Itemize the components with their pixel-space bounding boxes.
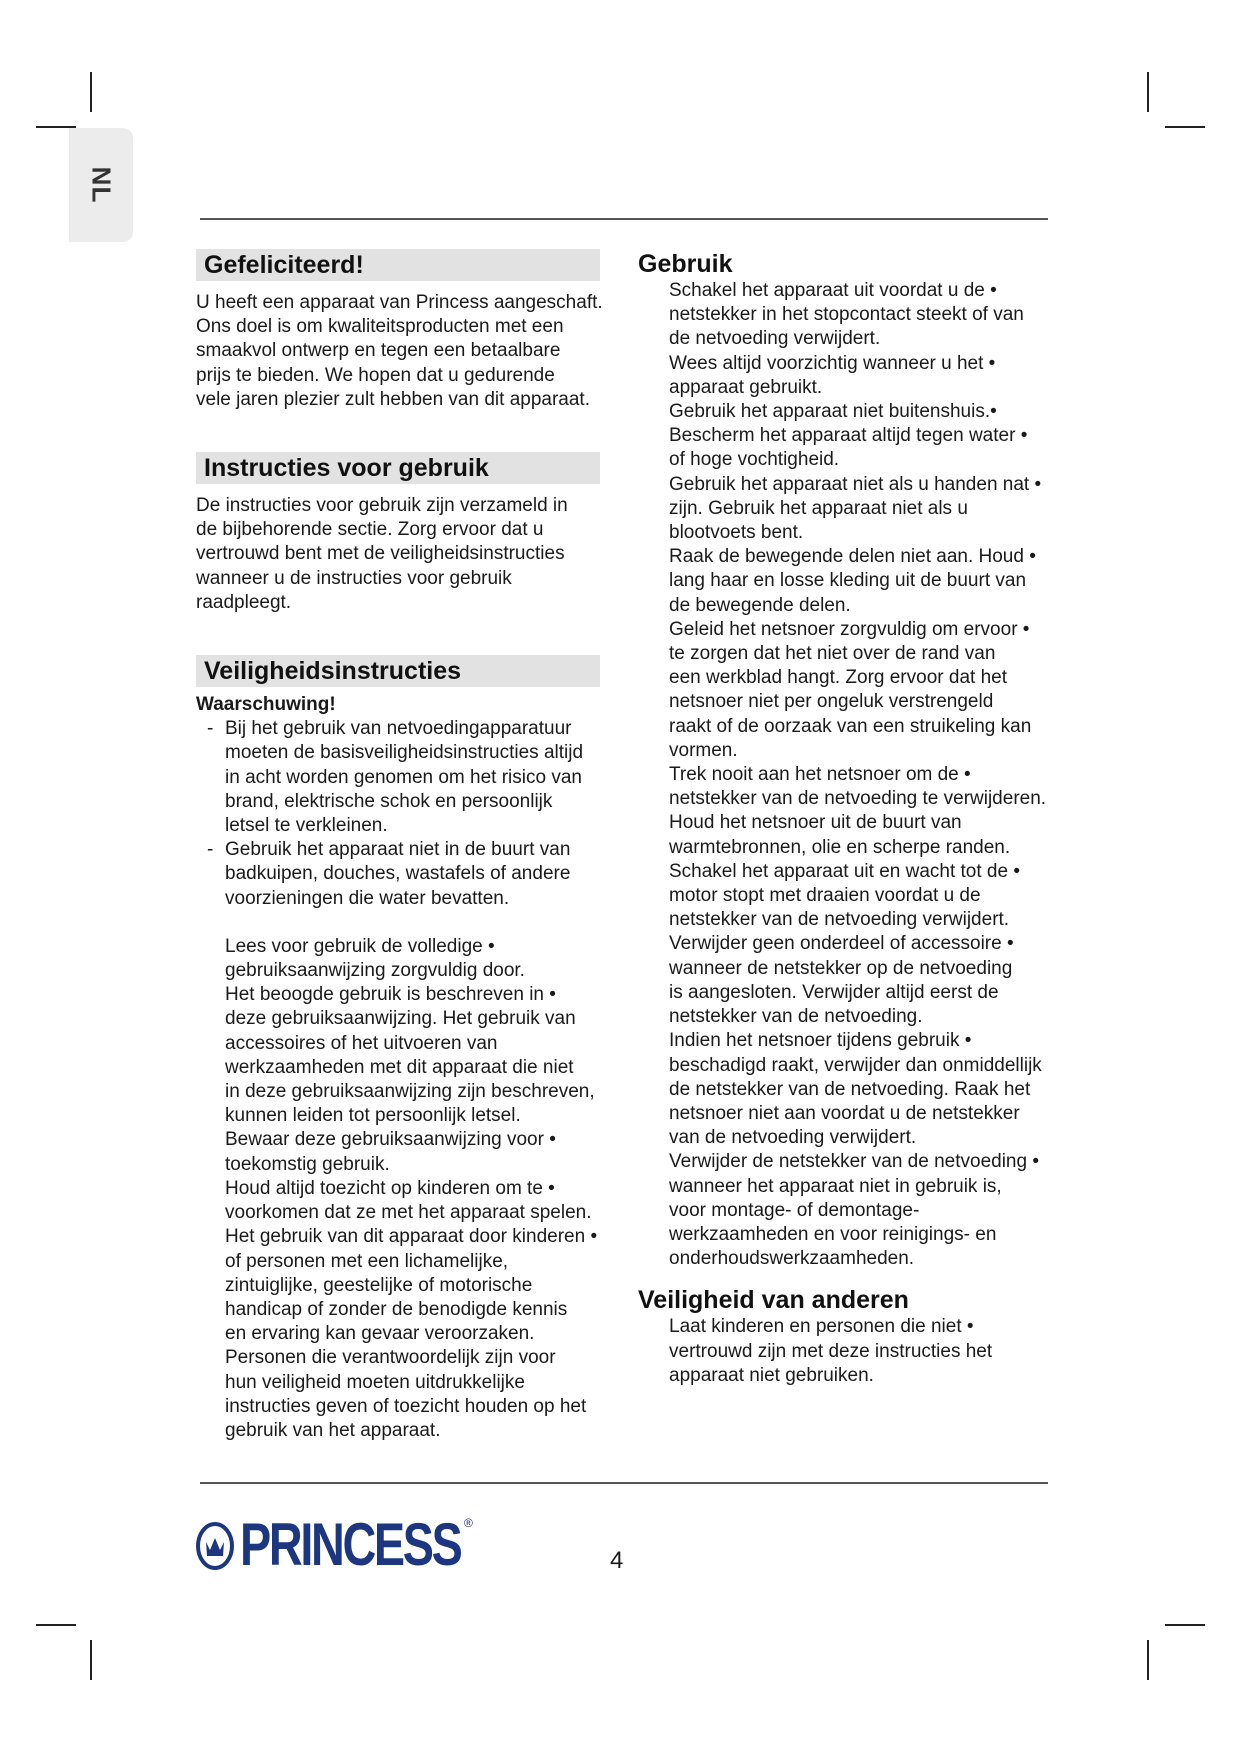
text-line: kunnen leiden tot persoonlijk letsel. bbox=[225, 1105, 521, 1127]
language-tab bbox=[69, 128, 133, 242]
text-line: vertrouwd bent met de veiligheidsinstructies bbox=[196, 543, 565, 565]
text-line: badkuipen, douches, wastafels of andere bbox=[225, 863, 571, 885]
text-line: Wees altijd voorzichtig wanneer u het • bbox=[669, 352, 996, 374]
instructions-text bbox=[196, 494, 636, 615]
text-line: accessoires of het uitvoeren van bbox=[225, 1032, 498, 1054]
text-line: warmtebronnen, olie en scherpe randen. bbox=[669, 836, 1011, 858]
text-line: blootvoets bent. bbox=[669, 522, 804, 544]
text-line: netstekker van de netvoeding. bbox=[669, 1006, 923, 1028]
text-line: wanneer het apparaat niet in gebruik is, bbox=[669, 1175, 1002, 1197]
text-line: letsel te verkleinen. bbox=[225, 815, 388, 837]
text-line: Laat kinderen en personen die niet • bbox=[669, 1316, 974, 1338]
text-line: wanneer de netstekker op de netvoeding bbox=[669, 957, 1013, 979]
others-text bbox=[638, 1315, 1080, 1388]
brand-name: PRINCESS bbox=[240, 1511, 461, 1578]
text-line: netstekker in het stopcontact steekt of van bbox=[669, 304, 1024, 326]
text-line: Gebruik het apparaat niet als u handen nat • bbox=[669, 473, 1042, 495]
congrats-text bbox=[196, 291, 636, 412]
crop-mark bbox=[1165, 1624, 1205, 1626]
crown-emblem-icon bbox=[196, 1522, 234, 1570]
instructions-heading: Instructies voor gebruik bbox=[196, 452, 600, 484]
text-line: raakt of de oorzaak van een struikeling kan bbox=[669, 715, 1032, 737]
text-line: vormen. bbox=[669, 739, 738, 761]
text-line: de netvoeding verwijdert. bbox=[669, 328, 881, 350]
congrats-heading: Gefeliciteerd! bbox=[196, 249, 600, 281]
congrats-section bbox=[196, 249, 636, 412]
bottom-rule bbox=[200, 1482, 1048, 1484]
text-line: Het beoogde gebruik is beschreven in • bbox=[225, 984, 556, 1006]
text-line: Verwijder de netstekker van de netvoeding • bbox=[669, 1151, 1039, 1173]
text-line: Indien het netsnoer tijdens gebruik • bbox=[669, 1030, 972, 1052]
warning-item: - Bij het gebruik van netvoedingapparatuur bbox=[207, 718, 572, 740]
text-line: is aangesloten. Verwijder altijd eerst de bbox=[669, 981, 999, 1003]
right-column bbox=[638, 249, 1080, 1388]
text-line: Houd het netsnoer uit de buurt van bbox=[669, 812, 962, 834]
text-line: wanneer u de instructies voor gebruik bbox=[196, 567, 512, 589]
text-line: voorzieningen die water bevatten. bbox=[225, 887, 510, 909]
text-line: Het gebruik van dit apparaat door kinderen • bbox=[225, 1226, 598, 1248]
text-line: te zorgen dat het niet over de rand van bbox=[669, 643, 996, 665]
text-line: Schakel het apparaat uit en wacht tot de • bbox=[669, 860, 1020, 882]
text-line: lang haar en losse kleding uit de buurt van bbox=[669, 570, 1027, 592]
registered-mark: ® bbox=[464, 1516, 473, 1530]
text-line: apparaat gebruikt. bbox=[669, 376, 823, 398]
text-line: toekomstig gebruik. bbox=[225, 1153, 390, 1175]
text-line: de bewegende delen. bbox=[669, 594, 851, 616]
use-text bbox=[638, 279, 1080, 1271]
text-line: in acht worden genomen om het risico van bbox=[225, 766, 582, 788]
text-line: deze gebruiksaanwijzing. Het gebruik van bbox=[225, 1008, 576, 1030]
crop-mark bbox=[90, 1640, 92, 1680]
text-line: prijs te bieden. We hopen dat u gedurende bbox=[196, 364, 555, 386]
text-line: Geleid het netsnoer zorgvuldig om ervoor • bbox=[669, 618, 1030, 640]
text-line: Trek nooit aan het netsnoer om de • bbox=[669, 764, 971, 786]
warning-list bbox=[196, 717, 636, 911]
others-section bbox=[638, 1285, 1080, 1388]
text-line: Houd altijd toezicht op kinderen om te • bbox=[225, 1177, 555, 1199]
text-line: voorkomen dat ze met het apparaat spelen. bbox=[225, 1202, 592, 1224]
text-line: beschadigd raakt, verwijder dan onmiddellijk bbox=[669, 1054, 1042, 1076]
text-line: een werkblad hangt. Zorg ervoor dat het bbox=[669, 667, 1007, 689]
text-line: netstekker van de netvoeding te verwijderen. bbox=[669, 788, 1047, 810]
text-line: de netstekker van de netvoeding. Raak het bbox=[669, 1078, 1031, 1100]
text-line: netsnoer niet per ongeluk verstrengeld bbox=[669, 691, 994, 713]
crop-mark bbox=[90, 72, 92, 112]
page-number: 4 bbox=[610, 1547, 624, 1574]
language-tab-label: NL bbox=[86, 166, 117, 204]
text-line: gebruik van het apparaat. bbox=[225, 1419, 441, 1441]
crop-mark bbox=[36, 1624, 76, 1626]
text-line: instructies geven of toezicht houden op het bbox=[225, 1395, 587, 1417]
crop-mark bbox=[1147, 72, 1149, 112]
text-line: De instructies voor gebruik zijn verzameld in bbox=[196, 495, 568, 517]
text-line: raadpleegt. bbox=[196, 591, 292, 613]
text-line: werkzaamheden met dit apparaat die niet bbox=[225, 1056, 574, 1078]
text-line: onderhoudswerkzaamheden. bbox=[669, 1248, 915, 1270]
top-rule bbox=[200, 218, 1048, 220]
warning-label: Waarschuwing! bbox=[196, 694, 336, 716]
others-heading: Veiligheid van anderen bbox=[638, 1286, 909, 1315]
text-line: smaakvol ontwerp en tegen een betaalbare bbox=[196, 340, 561, 362]
text-line: Gebruik het apparaat niet buitenshuis.• bbox=[669, 401, 997, 423]
text-line: of hoge vochtigheid. bbox=[669, 449, 840, 471]
text-line: de bijbehorende sectie. Zorg ervoor dat u bbox=[196, 519, 544, 541]
text-line: netstekker van de netvoeding verwijdert. bbox=[669, 909, 1010, 931]
text-line: Raak de bewegende delen niet aan. Houd • bbox=[669, 546, 1036, 568]
crop-mark bbox=[1147, 1640, 1149, 1680]
safety-section bbox=[196, 655, 636, 1443]
text-line: motor stopt met draaien voordat u de bbox=[669, 885, 981, 907]
instructions-section bbox=[196, 452, 636, 615]
use-heading: Gebruik bbox=[638, 250, 733, 278]
text-line: Bewaar deze gebruiksaanwijzing voor • bbox=[225, 1129, 556, 1151]
text-line: netsnoer niet aan voordat u de netstekker bbox=[669, 1102, 1020, 1124]
text-line: Schakel het apparaat uit voordat u de • bbox=[669, 280, 997, 301]
safety-text bbox=[196, 935, 636, 1443]
text-line: vertrouwd zijn met deze instructies het bbox=[669, 1340, 993, 1362]
princess-logo bbox=[196, 1510, 476, 1580]
text-line: van de netvoeding verwijdert. bbox=[669, 1127, 917, 1149]
use-section bbox=[638, 249, 1080, 1271]
left-column bbox=[196, 249, 636, 1443]
warning-item: - Gebruik het apparaat niet in de buurt van bbox=[207, 839, 571, 861]
crop-mark bbox=[1165, 126, 1205, 128]
text-line: hun veiligheid moeten uitdrukkelijke bbox=[225, 1371, 525, 1393]
text-line: Lees voor gebruik de volledige • bbox=[225, 935, 495, 957]
text-line: Bescherm het apparaat altijd tegen water • bbox=[669, 425, 1028, 447]
warning-item-continued bbox=[196, 862, 636, 910]
text-line: of personen met een lichamelijke, bbox=[225, 1250, 509, 1272]
text-line: gebruiksaanwijzing zorgvuldig door. bbox=[225, 960, 525, 982]
text-line: in deze gebruiksaanwijzing zijn beschreven, bbox=[225, 1081, 595, 1103]
text-line: Personen die verantwoordelijk zijn voor bbox=[225, 1347, 556, 1369]
safety-heading: Veiligheidsinstructies bbox=[196, 655, 600, 687]
text-line: werkzaamheden en voor reinigings- en bbox=[669, 1223, 997, 1245]
text-line: handicap of zonder de benodigde kennis bbox=[225, 1298, 568, 1320]
text-line: vele jaren plezier zult hebben van dit apparaat. bbox=[196, 388, 590, 410]
text-line: moeten de basisveiligheidsinstructies altijd bbox=[225, 742, 584, 764]
text-line: brand, elektrische schok en persoonlijk bbox=[225, 790, 553, 812]
text-line: voor montage- of demontage- bbox=[669, 1199, 920, 1221]
warning-item-continued bbox=[196, 741, 636, 838]
text-line: zintuiglijke, geestelijke of motorische bbox=[225, 1274, 533, 1296]
text-line: U heeft een apparaat van Princess aangeschaft. bbox=[196, 292, 603, 313]
text-line: Verwijder geen onderdeel of accessoire • bbox=[669, 933, 1014, 955]
text-line: Ons doel is om kwaliteitsproducten met een bbox=[196, 316, 564, 338]
text-line: en ervaring kan gevaar veroorzaken. bbox=[225, 1323, 535, 1345]
text-line: apparaat niet gebruiken. bbox=[669, 1364, 874, 1386]
text-line: zijn. Gebruik het apparaat niet als u bbox=[669, 497, 968, 519]
